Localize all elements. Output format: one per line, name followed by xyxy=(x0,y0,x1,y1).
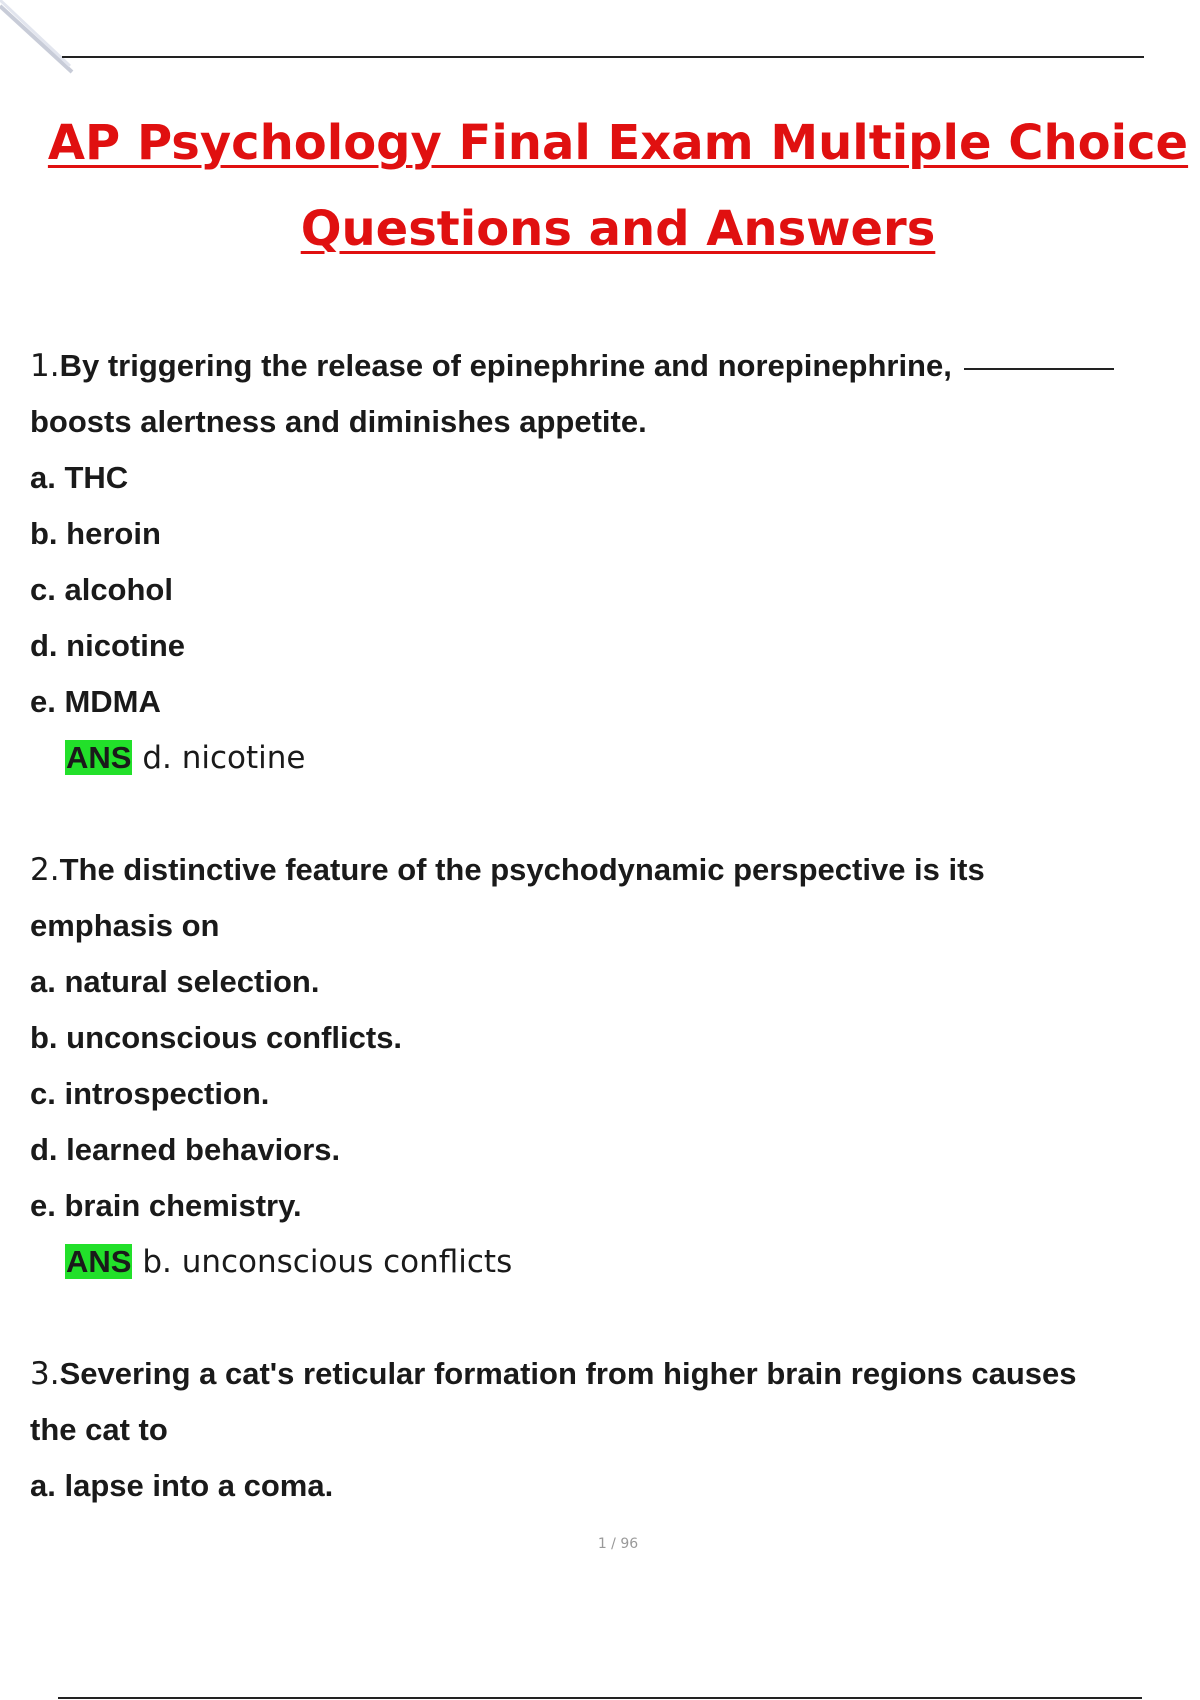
option-b: b. unconscious conflicts. xyxy=(30,1020,403,1055)
option-a: a. natural selection. xyxy=(30,964,320,999)
corner-fold-mark xyxy=(0,0,80,80)
option-a: a. THC xyxy=(30,460,129,495)
question-3-stem xyxy=(30,1346,1170,1402)
question-1 xyxy=(30,338,1170,786)
title-line-1: AP Psychology Final Exam Multiple Choice xyxy=(47,115,1189,171)
option-e: e. brain chemistry. xyxy=(30,1188,302,1223)
question-3 xyxy=(30,1346,1170,1514)
question-text: By triggering the release of epinephrine and norepinephrine, xyxy=(59,348,952,383)
answer-line xyxy=(30,1234,1170,1290)
question-text: The distinctive feature of the psychodynamic perspective is its xyxy=(59,852,985,887)
question-1-stem-cont: boosts alertness and diminishes appetite. xyxy=(30,404,647,439)
question-2-stem xyxy=(30,842,1170,898)
option-c: c. alcohol xyxy=(30,572,173,607)
question-number: 1. xyxy=(30,348,60,384)
answer-text: b. unconscious conflicts xyxy=(142,1244,513,1280)
option-d: d. nicotine xyxy=(30,628,185,663)
question-3-stem-cont: the cat to xyxy=(30,1412,168,1447)
answer-line xyxy=(30,730,1170,786)
page-number: 1 / 96 xyxy=(597,1536,639,1552)
option-d: d. learned behaviors. xyxy=(30,1132,341,1167)
question-number: 2. xyxy=(30,852,60,888)
title-line-2: Questions and Answers xyxy=(300,201,936,257)
answer-text: d. nicotine xyxy=(142,740,306,776)
top-rule xyxy=(62,56,1144,58)
question-1-stem xyxy=(30,338,1170,394)
ans-badge: ANS xyxy=(66,740,132,775)
question-number: 3. xyxy=(30,1356,60,1392)
document-title xyxy=(0,100,1200,272)
fill-in-blank xyxy=(964,368,1114,370)
bottom-rule xyxy=(58,1697,1142,1699)
option-b: b. heroin xyxy=(30,516,161,551)
option-c: c. introspection. xyxy=(30,1076,270,1111)
question-text: Severing a cat's reticular formation from higher brain regions causes xyxy=(59,1356,1077,1391)
option-e: e. MDMA xyxy=(30,684,161,719)
ans-badge: ANS xyxy=(66,1244,132,1279)
question-list xyxy=(30,338,1170,1514)
question-2-stem-cont: emphasis on xyxy=(30,908,220,943)
option-a: a. lapse into a coma. xyxy=(30,1468,334,1503)
question-2 xyxy=(30,842,1170,1290)
